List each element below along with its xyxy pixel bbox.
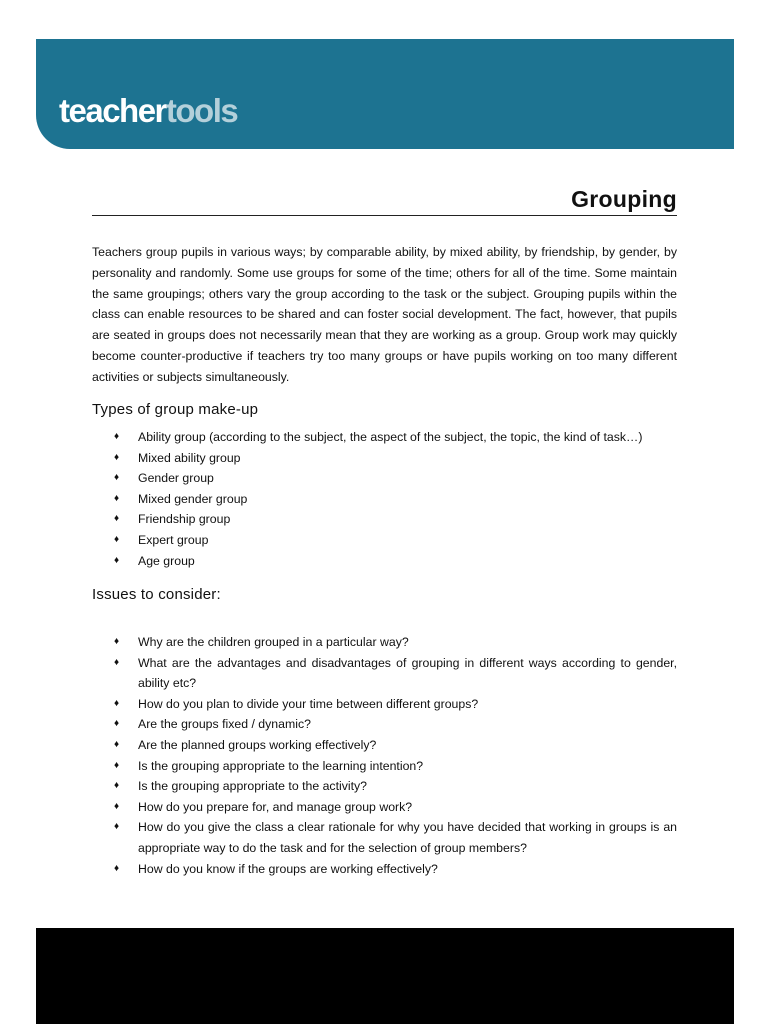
- list-item: ♦ Is the grouping appropriate to the activity?: [92, 776, 677, 797]
- diamond-bullet-icon: ♦: [114, 780, 120, 792]
- header-banner: [36, 39, 734, 149]
- intro-paragraph: Teachers group pupils in various ways; by comparable ability, by mixed ability, by friendship, by gender, by personality and randomly. Some use groups for some of the time; others for all of the time. Some maintain the same groupings; others vary the group according to the task or the subject. Grouping pupils within the class can enable resources to be shared and can foster social development. The fact, however, that pupils are seated in groups does not necessarily mean that they are working as a group. Group work may quickly become counter-productive if teachers try too many groups or have pupils working on too many different activities or subjects simultaneously.: [92, 245, 677, 384]
- teachertools-logo: teachertools: [59, 92, 238, 129]
- diamond-bullet-icon: ♦: [114, 554, 120, 566]
- section-heading-types: Types of group make-up: [92, 401, 259, 418]
- diamond-bullet-icon: ♦: [114, 697, 120, 709]
- section-heading-issues: Issues to consider:: [92, 586, 221, 603]
- list-item: ♦ Are the planned groups working effectively?: [92, 735, 677, 756]
- list-item: ♦ Age group: [92, 551, 677, 572]
- list-item: ♦ Ability group (according to the subject, the aspect of the subject, the topic, the kind of task…): [92, 427, 677, 448]
- list-item: ♦ Gender group: [92, 468, 677, 489]
- diamond-bullet-icon: ♦: [114, 738, 120, 750]
- diamond-bullet-icon: ♦: [114, 431, 120, 442]
- diamond-bullet-icon: ♦: [114, 862, 120, 874]
- list-item: ♦ Why are the children grouped in a particular way?: [92, 632, 677, 653]
- page-title: Grouping: [571, 186, 677, 212]
- list-item: ♦ How do you give the class a clear rationale for why you have decided that working in groups is an appropriate way to do the task and for the selection of group members?: [92, 817, 677, 858]
- list-item: ♦ How do you plan to divide your time between different groups?: [92, 694, 677, 715]
- diamond-bullet-icon: ♦: [114, 821, 120, 833]
- footer-bar: [36, 928, 734, 1024]
- list-item: ♦ Expert group: [92, 530, 677, 551]
- list-item: ♦ How do you know if the groups are working effectively?: [92, 859, 677, 880]
- diamond-bullet-icon: ♦: [114, 451, 120, 463]
- diamond-bullet-icon: ♦: [114, 533, 120, 545]
- list-item: ♦ Friendship group: [92, 509, 677, 530]
- types-list: [92, 427, 677, 571]
- list-item: ♦ What are the advantages and disadvantages of grouping in different ways according to gender, ability etc?: [92, 653, 677, 694]
- list-item: ♦ Is the grouping appropriate to the learning intention?: [92, 756, 677, 777]
- list-item: ♦ Are the groups fixed / dynamic?: [92, 714, 677, 735]
- diamond-bullet-icon: ♦: [114, 800, 120, 812]
- list-item: ♦ Mixed gender group: [92, 489, 677, 510]
- list-item: ♦ Mixed ability group: [92, 448, 677, 469]
- diamond-bullet-icon: ♦: [114, 656, 120, 668]
- issues-list: [92, 632, 677, 879]
- diamond-bullet-icon: ♦: [114, 759, 120, 771]
- diamond-bullet-icon: ♦: [114, 472, 120, 484]
- diamond-bullet-icon: ♦: [114, 636, 120, 647]
- diamond-bullet-icon: ♦: [114, 513, 120, 525]
- title-divider: [92, 215, 677, 216]
- diamond-bullet-icon: ♦: [114, 718, 120, 730]
- diamond-bullet-icon: ♦: [114, 492, 120, 504]
- list-item: ♦ How do you prepare for, and manage group work?: [92, 797, 677, 818]
